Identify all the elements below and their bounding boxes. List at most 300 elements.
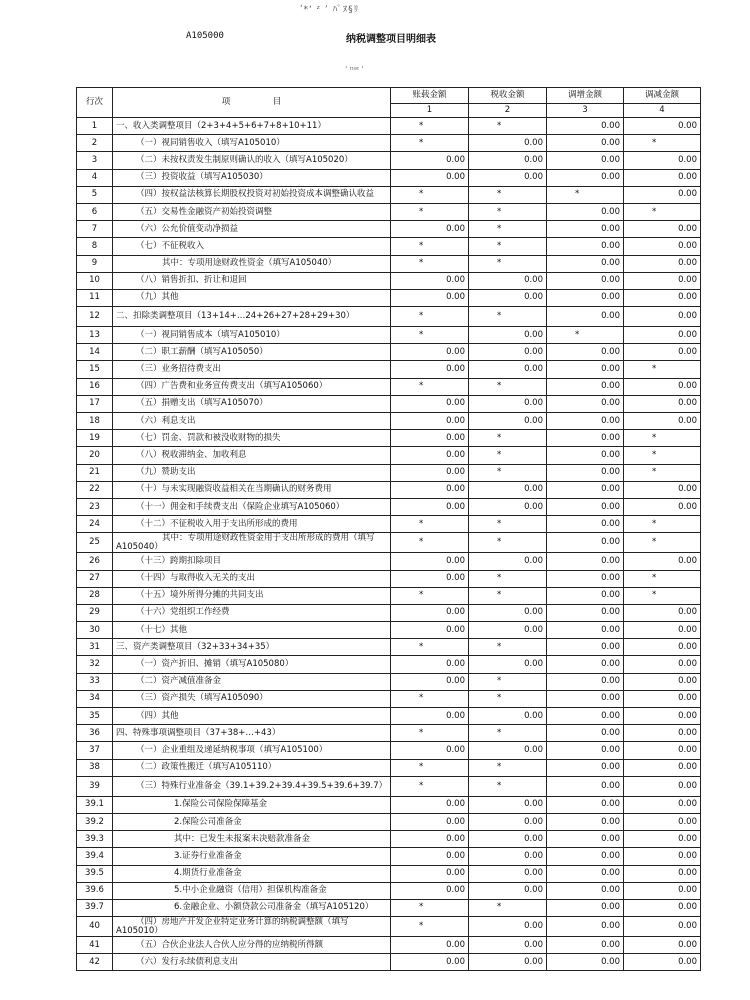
col-header-book-amount: 账载金额 [391,88,469,104]
row-number: 5 [77,186,113,203]
row-number: 2 [77,135,113,152]
cell-c2: 0.00 [469,498,547,515]
table-row [77,848,701,865]
cell-c2: * [469,464,547,481]
table-row [77,272,701,289]
row-number: 11 [77,289,113,306]
top-handwriting-mark: ʹ*‘ ᶻ ʼ ﾊﾟﾇ§ﾘ [300,5,360,15]
row-item-label: （十二）不征税收入用于支出所形成的费用 [136,518,298,529]
cell-c4: 0.00 [624,742,701,759]
table-row [77,673,701,690]
row-number: 33 [77,673,113,690]
cell-c4: 0.00 [624,725,701,742]
row-item [113,533,391,553]
cell-c1: 0.00 [391,622,469,639]
row-item-label: （五）捐赠支出（填写A105070） [136,398,268,409]
row-number: 4 [77,169,113,186]
handwriting-mark: ˈ ᶦᶦᵃᶦ ˈ [345,65,364,74]
row-item [113,553,391,570]
table-row [77,203,701,220]
row-number: 41 [77,937,113,954]
cell-c1: 0.00 [391,796,469,813]
table-row [77,882,701,899]
table-row [77,656,701,673]
cell-c2: 0.00 [469,656,547,673]
row-number: 15 [77,361,113,378]
cell-c2: 0.00 [469,327,547,344]
cell-c3: 0.00 [547,344,624,361]
cell-c4: * [624,570,701,587]
cell-c1: 0.00 [391,344,469,361]
table-row [77,917,701,937]
cell-c1: * [391,639,469,656]
cell-c4: 0.00 [624,831,701,848]
row-item-label: 6.金融企业、小额贷款公司准备金（填写A105120） [174,902,374,913]
cell-c2: * [469,639,547,656]
table-row [77,725,701,742]
row-item [113,327,391,344]
cell-c3: 0.00 [547,656,624,673]
row-item [113,622,391,639]
table-row [77,221,701,238]
row-item-label: （四）广告费和业务宣传费支出（填写A105060） [136,381,328,392]
row-item [113,430,391,447]
row-item-label: （十三）跨期扣除项目 [136,555,222,566]
row-item [113,796,391,813]
row-item-label: （十）与未实现融资收益相关在当期确认的财务费用 [136,484,332,495]
cell-c3: 0.00 [547,238,624,255]
row-item [113,203,391,220]
cell-c3: 0.00 [547,307,624,327]
table-row [77,899,701,916]
cell-c2: 0.00 [469,937,547,954]
row-item-label: （六）利息支出 [136,415,196,426]
cell-c3: 0.00 [547,725,624,742]
cell-c3: 0.00 [547,378,624,395]
cell-c4: * [624,430,701,447]
cell-c4: * [624,135,701,152]
cell-c1: 0.00 [391,395,469,412]
row-number: 40 [77,917,113,937]
table-row [77,395,701,412]
cell-c3: 0.00 [547,498,624,515]
cell-c3: 0.00 [547,533,624,553]
table-row [77,152,701,169]
table-row [77,796,701,813]
cell-c4: * [624,361,701,378]
row-number: 26 [77,553,113,570]
cell-c3: 0.00 [547,447,624,464]
row-item-label: （四）其他 [136,710,179,721]
row-item-label: （五）合伙企业法人合伙人应分得的应纳税所得额 [136,939,324,950]
cell-c3: 0.00 [547,759,624,776]
row-item [113,865,391,882]
cell-c1: * [391,899,469,916]
cell-c2: * [469,587,547,604]
row-number: 13 [77,327,113,344]
cell-c4: 0.00 [624,690,701,707]
cell-c4: 0.00 [624,708,701,725]
row-number: 29 [77,604,113,621]
cell-c2: 0.00 [469,152,547,169]
table-row [77,587,701,604]
cell-c3: 0.00 [547,882,624,899]
cell-c1: 0.00 [391,848,469,865]
row-number: 31 [77,639,113,656]
cell-c3: 0.00 [547,464,624,481]
row-item [113,516,391,533]
row-item-label: （六）发行永续债利息支出 [136,956,239,967]
row-number: 9 [77,255,113,272]
table-row [77,135,701,152]
table-row [77,831,701,848]
cell-c3: 0.00 [547,639,624,656]
row-number: 3 [77,152,113,169]
row-item [113,186,391,203]
cell-c3: 0.00 [547,848,624,865]
row-number: 34 [77,690,113,707]
cell-c1: * [391,135,469,152]
row-item-label: 二、扣除类调整项目（13+14+…24+26+27+28+29+30） [116,311,355,322]
row-number: 14 [77,344,113,361]
table-row [77,516,701,533]
cell-c1: 0.00 [391,169,469,186]
row-number: 10 [77,272,113,289]
row-item [113,221,391,238]
cell-c3: 0.00 [547,899,624,916]
cell-c1: * [391,378,469,395]
row-number: 32 [77,656,113,673]
cell-c2: * [469,255,547,272]
table-row [77,481,701,498]
row-item-label: （十四）与取得收入无关的支出 [136,573,256,584]
row-item [113,917,391,937]
cell-c3: 0.00 [547,622,624,639]
cell-c4: 0.00 [624,865,701,882]
cell-c2: 0.00 [469,796,547,813]
cell-c1: * [391,587,469,604]
row-number: 22 [77,481,113,498]
cell-c4: * [624,464,701,481]
cell-c1: 0.00 [391,708,469,725]
row-item [113,708,391,725]
row-item-label: （三）特殊行业准备金（39.1+39.2+39.4+39.5+39.6+39.7） [136,780,388,791]
cell-c2: * [469,673,547,690]
row-item [113,169,391,186]
row-number: 30 [77,622,113,639]
cell-c1: * [391,917,469,937]
row-item-label: （十六）党组织工作经费 [136,607,230,618]
row-item-label: （四）房地产开发企业特定业务计算的纳税调整额（填写A105010） [116,916,349,936]
cell-c1: * [391,533,469,553]
cell-c3: 0.00 [547,169,624,186]
col-header-decrease: 调减金额 [624,88,701,104]
row-item [113,831,391,848]
cell-c2: * [469,307,547,327]
col-number-2: 2 [469,104,547,118]
table-row [77,378,701,395]
table-row [77,954,701,971]
row-number: 18 [77,413,113,430]
row-number: 7 [77,221,113,238]
table-row [77,742,701,759]
row-item-label: （五）交易性金融资产初始投资调整 [136,206,273,217]
cell-c4: 0.00 [624,327,701,344]
row-number: 1 [77,118,113,135]
cell-c1: 0.00 [391,152,469,169]
row-item-label: （一）视同销售成本（填写A105010） [136,329,285,340]
table-row [77,238,701,255]
cell-c2: * [469,447,547,464]
row-item-label: （六）公允价值变动净损益 [136,223,239,234]
cell-c3: 0.00 [547,118,624,135]
table-row [77,344,701,361]
table-row [77,622,701,639]
cell-c2: * [469,203,547,220]
cell-c1: 0.00 [391,289,469,306]
row-item-label: （十七）其他 [136,624,188,635]
cell-c2: 0.00 [469,954,547,971]
cell-c4: 0.00 [624,759,701,776]
cell-c4: 0.00 [624,604,701,621]
row-number: 39.3 [77,831,113,848]
cell-c4: 0.00 [624,289,701,306]
cell-c3: 0.00 [547,604,624,621]
row-item [113,481,391,498]
cell-c2: 0.00 [469,395,547,412]
cell-c3: 0.00 [547,152,624,169]
cell-c1: 0.00 [391,481,469,498]
row-number: 19 [77,430,113,447]
cell-c4: * [624,587,701,604]
col-header-row-no: 行次 [77,88,113,118]
row-item [113,238,391,255]
row-item-label: （一）企业重组及递延纳税事项（填写A105100） [136,744,328,755]
row-item [113,255,391,272]
table-row [77,553,701,570]
row-item-label: 一、收入类调整项目（2+3+4+5+6+7+8+10+11） [116,120,326,131]
row-number: 8 [77,238,113,255]
cell-c1: 0.00 [391,656,469,673]
row-item [113,395,391,412]
cell-c2: 0.00 [469,917,547,937]
col-header-tax-amount: 税收金额 [469,88,547,104]
cell-c4: 0.00 [624,848,701,865]
cell-c3: 0.00 [547,742,624,759]
row-item [113,776,391,796]
row-number: 39.2 [77,813,113,830]
row-item-label: 4.期货行业准备金 [174,868,242,879]
row-item-label: （三）资产损失（填写A105090） [136,693,268,704]
row-item [113,118,391,135]
cell-c1: * [391,255,469,272]
cell-c3: 0.00 [547,954,624,971]
row-number: 39 [77,776,113,796]
cell-c2: 0.00 [469,289,547,306]
row-item [113,307,391,327]
cell-c4: 0.00 [624,639,701,656]
row-number: 20 [77,447,113,464]
table-row [77,307,701,327]
cell-c1: * [391,776,469,796]
row-item-label: （十五）境外所得分摊的共同支出 [136,590,264,601]
cell-c2: 0.00 [469,882,547,899]
cell-c3: 0.00 [547,272,624,289]
cell-c3: 0.00 [547,255,624,272]
cell-c3: 0.00 [547,395,624,412]
cell-c3: 0.00 [547,570,624,587]
cell-c1: 0.00 [391,498,469,515]
cell-c1: 0.00 [391,447,469,464]
cell-c4: * [624,533,701,553]
row-item-label: （九）赞助支出 [136,467,196,478]
cell-c2: * [469,221,547,238]
row-item-label: 其中：专项用途财政性资金（填写A105040） [162,258,337,269]
cell-c1: 0.00 [391,221,469,238]
table-row [77,327,701,344]
cell-c4: 0.00 [624,395,701,412]
row-number: 39.1 [77,796,113,813]
cell-c1: 0.00 [391,464,469,481]
row-item [113,152,391,169]
col-number-4: 4 [624,104,701,118]
row-number: 6 [77,203,113,220]
cell-c4: 0.00 [624,238,701,255]
cell-c2: 0.00 [469,361,547,378]
cell-c1: 0.00 [391,954,469,971]
cell-c1: 0.00 [391,831,469,848]
cell-c2: * [469,570,547,587]
row-number: 39.5 [77,865,113,882]
row-number: 35 [77,708,113,725]
cell-c1: * [391,203,469,220]
row-item [113,690,391,707]
row-number: 37 [77,742,113,759]
row-number: 17 [77,395,113,412]
cell-c3: 0.00 [547,673,624,690]
row-item [113,937,391,954]
cell-c2: 0.00 [469,813,547,830]
row-number: 24 [77,516,113,533]
cell-c4: 0.00 [624,796,701,813]
cell-c1: 0.00 [391,272,469,289]
row-item [113,639,391,656]
row-number: 39.7 [77,899,113,916]
row-item [113,361,391,378]
row-item [113,813,391,830]
cell-c1: 0.00 [391,553,469,570]
row-item-label: （七）不征税收入 [136,240,205,251]
cell-c1: 0.00 [391,813,469,830]
table-row [77,186,701,203]
row-item [113,289,391,306]
row-item-label: 其中：专项用途财政性资金用于支出所形成的费用（填写A105040） [116,532,375,552]
cell-c1: 0.00 [391,742,469,759]
cell-c4: 0.00 [624,954,701,971]
cell-c1: 0.00 [391,570,469,587]
cell-c4: * [624,203,701,220]
row-item-label: （三）投资收益（填写A105030） [136,172,268,183]
table-row [77,937,701,954]
row-item [113,413,391,430]
tax-adjustment-table [76,87,701,971]
row-number: 25 [77,533,113,553]
cell-c4: 0.00 [624,899,701,916]
row-item-label: （八）销售折扣、折让和退回 [136,275,247,286]
cell-c4: 0.00 [624,622,701,639]
table-header-row [77,88,701,104]
cell-c4: 0.00 [624,307,701,327]
cell-c3: 0.00 [547,481,624,498]
cell-c2: * [469,238,547,255]
cell-c4: 0.00 [624,255,701,272]
table-row [77,118,701,135]
form-code: A105000 [186,31,224,41]
row-item-label: 三、资产类调整项目（32+33+34+35） [116,641,275,652]
cell-c3: 0.00 [547,221,624,238]
col-number-3: 3 [547,104,624,118]
cell-c1: * [391,516,469,533]
row-item-label: （十一）佣金和手续费支出（保险企业填写A105060） [136,501,345,512]
cell-c3: 0.00 [547,831,624,848]
row-item-label: 其中：已发生未报案未决赔款准备金 [174,833,311,844]
row-item [113,954,391,971]
cell-c4: 0.00 [624,378,701,395]
table-row [77,447,701,464]
cell-c3: 0.00 [547,708,624,725]
cell-c3: 0.00 [547,813,624,830]
cell-c1: 0.00 [391,413,469,430]
row-number: 16 [77,378,113,395]
cell-c1: * [391,307,469,327]
row-item [113,447,391,464]
cell-c4: 0.00 [624,186,701,203]
cell-c3: 0.00 [547,865,624,882]
cell-c2: * [469,899,547,916]
row-item [113,570,391,587]
row-item-label: 1.保险公司保险保障基金 [174,799,268,810]
cell-c2: 0.00 [469,604,547,621]
table-row [77,413,701,430]
row-item [113,344,391,361]
row-item-label: （四）按权益法核算长期股权投资对初始投资成本调整确认收益 [136,189,375,200]
row-item-label: （七）罚金、罚款和被没收财物的损失 [136,432,281,443]
row-item [113,656,391,673]
cell-c2: * [469,759,547,776]
cell-c1: 0.00 [391,865,469,882]
cell-c3: 0.00 [547,690,624,707]
row-item [113,848,391,865]
cell-c1: * [391,690,469,707]
row-item [113,378,391,395]
cell-c4: 0.00 [624,553,701,570]
table-row [77,604,701,621]
row-number: 38 [77,759,113,776]
cell-c4: 0.00 [624,481,701,498]
table-row [77,690,701,707]
cell-c2: 0.00 [469,272,547,289]
cell-c2: 0.00 [469,169,547,186]
row-number: 36 [77,725,113,742]
cell-c3: 0.00 [547,917,624,937]
row-item [113,673,391,690]
cell-c3: 0.00 [547,430,624,447]
table-row [77,430,701,447]
cell-c2: 0.00 [469,865,547,882]
cell-c2: * [469,725,547,742]
row-item [113,882,391,899]
row-item [113,899,391,916]
